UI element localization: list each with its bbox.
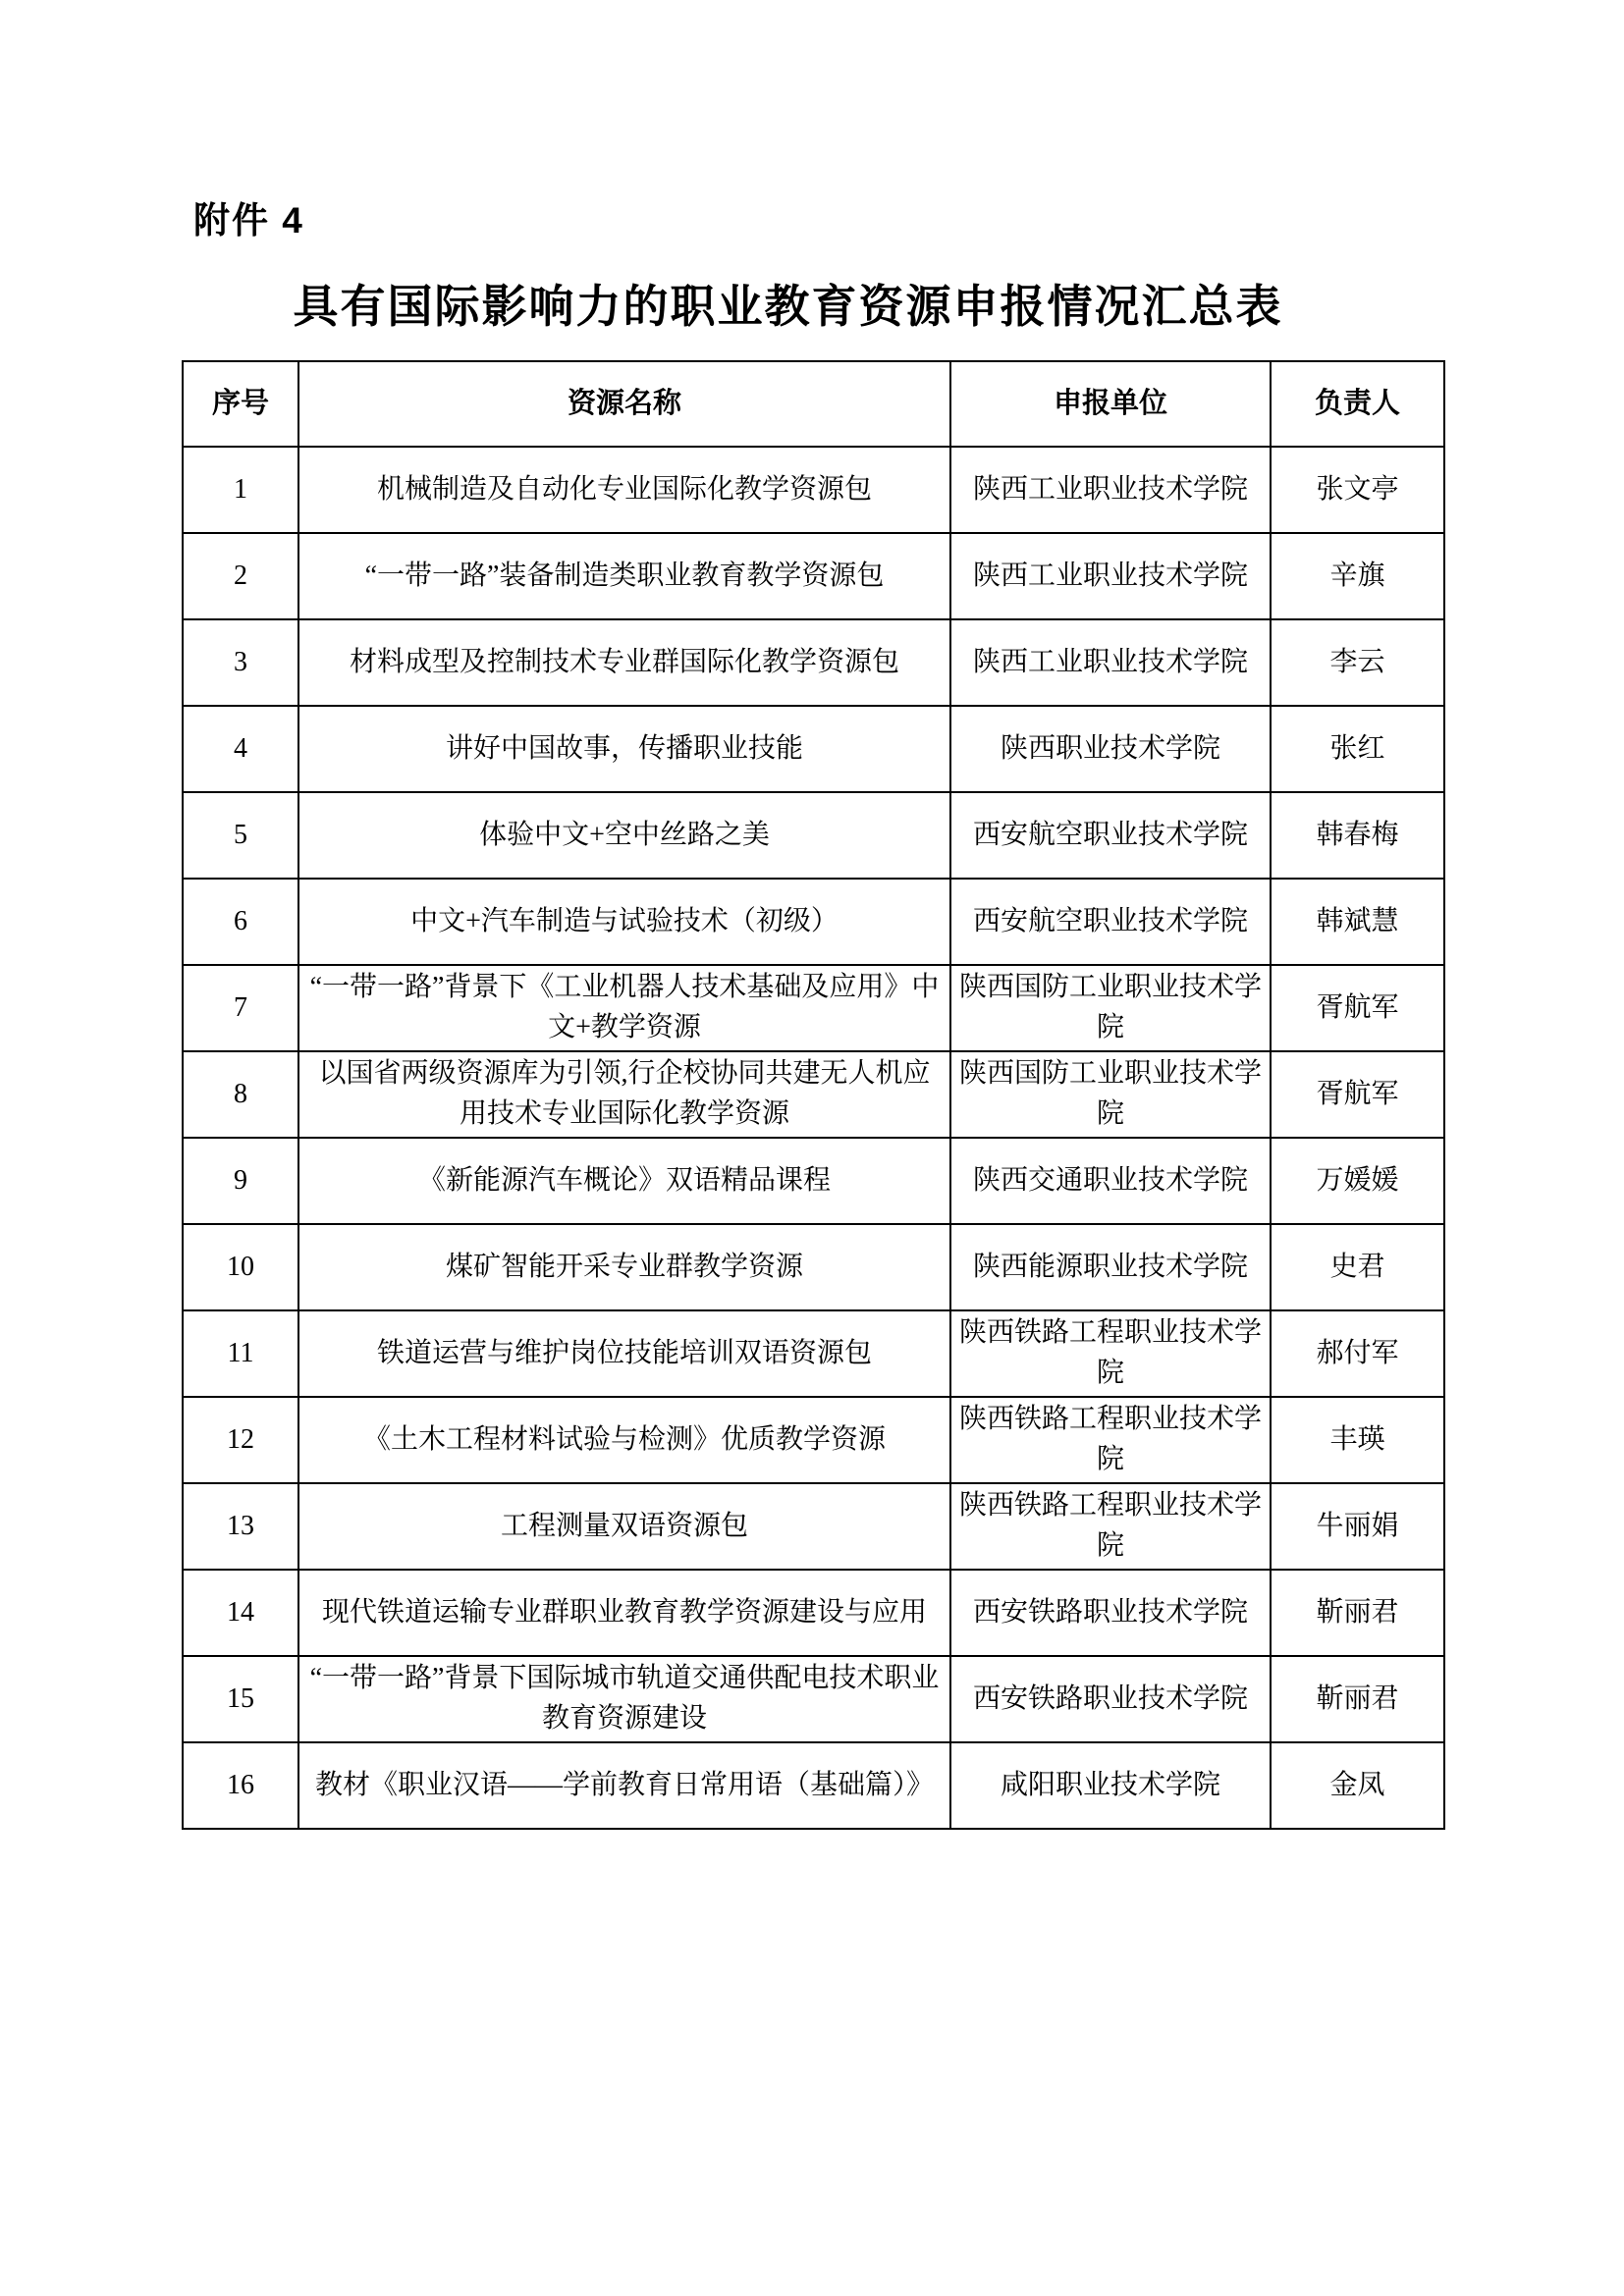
cell-no: 6 [183, 879, 298, 965]
header-no: 序号 [183, 361, 298, 447]
cell-no: 7 [183, 965, 298, 1051]
cell-person: 史君 [1271, 1224, 1444, 1310]
cell-no: 11 [183, 1310, 298, 1397]
cell-no: 3 [183, 619, 298, 706]
table-row [183, 1224, 1444, 1310]
cell-unit: 咸阳职业技术学院 [950, 1742, 1271, 1829]
header-name: 资源名称 [298, 361, 950, 447]
table-row [183, 792, 1444, 879]
cell-person: 张红 [1271, 706, 1444, 792]
table-row [183, 706, 1444, 792]
page-title: 具有国际影响力的职业教育资源申报情况汇总表 [293, 282, 1283, 332]
cell-person: 万媛媛 [1271, 1138, 1444, 1224]
cell-name: 教材《职业汉语——学前教育日常用语（基础篇）》 [298, 1742, 950, 1829]
cell-unit: 陕西铁路工程职业技术学院 [950, 1310, 1271, 1397]
cell-no: 1 [183, 447, 298, 533]
cell-name: 《土木工程材料试验与检测》优质教学资源 [298, 1397, 950, 1483]
cell-person: 金凤 [1271, 1742, 1444, 1829]
cell-unit: 西安航空职业技术学院 [950, 879, 1271, 965]
cell-unit: 陕西工业职业技术学院 [950, 619, 1271, 706]
cell-name: 体验中文+空中丝路之美 [298, 792, 950, 879]
cell-name: “一带一路”背景下国际城市轨道交通供配电技术职业教育资源建设 [298, 1656, 950, 1742]
cell-person: 韩春梅 [1271, 792, 1444, 879]
cell-no: 9 [183, 1138, 298, 1224]
cell-unit: 陕西铁路工程职业技术学院 [950, 1397, 1271, 1483]
cell-person: 胥航军 [1271, 965, 1444, 1051]
attachment-label: 附件 4 [193, 200, 304, 240]
cell-no: 4 [183, 706, 298, 792]
table-row [183, 1656, 1444, 1742]
resource-summary-table [182, 360, 1445, 1830]
table-row [183, 1570, 1444, 1656]
cell-person: 郝付军 [1271, 1310, 1444, 1397]
cell-person: 韩斌慧 [1271, 879, 1444, 965]
cell-unit: 陕西交通职业技术学院 [950, 1138, 1271, 1224]
cell-no: 15 [183, 1656, 298, 1742]
cell-no: 13 [183, 1483, 298, 1570]
cell-no: 10 [183, 1224, 298, 1310]
cell-unit: 陕西国防工业职业技术学院 [950, 1051, 1271, 1138]
table-row [183, 879, 1444, 965]
cell-unit: 陕西铁路工程职业技术学院 [950, 1483, 1271, 1570]
cell-no: 8 [183, 1051, 298, 1138]
cell-name: 讲好中国故事，传播职业技能 [298, 706, 950, 792]
table-row [183, 1138, 1444, 1224]
cell-name: 中文+汽车制造与试验技术（初级） [298, 879, 950, 965]
cell-name: 机械制造及自动化专业国际化教学资源包 [298, 447, 950, 533]
cell-unit: 西安铁路职业技术学院 [950, 1656, 1271, 1742]
cell-unit: 陕西工业职业技术学院 [950, 533, 1271, 619]
cell-person: 张文亭 [1271, 447, 1444, 533]
cell-name: 现代铁道运输专业群职业教育教学资源建设与应用 [298, 1570, 950, 1656]
table-header-row [183, 361, 1444, 447]
table-row [183, 1051, 1444, 1138]
header-person: 负责人 [1271, 361, 1444, 447]
cell-person: 辛旗 [1271, 533, 1444, 619]
cell-no: 14 [183, 1570, 298, 1656]
table-row [183, 1742, 1444, 1829]
cell-name: 材料成型及控制技术专业群国际化教学资源包 [298, 619, 950, 706]
cell-person: 丰瑛 [1271, 1397, 1444, 1483]
cell-no: 2 [183, 533, 298, 619]
cell-unit: 陕西职业技术学院 [950, 706, 1271, 792]
cell-name: 煤矿智能开采专业群教学资源 [298, 1224, 950, 1310]
table-row [183, 447, 1444, 533]
cell-person: 牛丽娟 [1271, 1483, 1444, 1570]
cell-name: 工程测量双语资源包 [298, 1483, 950, 1570]
cell-unit: 西安铁路职业技术学院 [950, 1570, 1271, 1656]
cell-name: 以国省两级资源库为引领,行企校协同共建无人机应用技术专业国际化教学资源 [298, 1051, 950, 1138]
cell-no: 12 [183, 1397, 298, 1483]
cell-person: 靳丽君 [1271, 1656, 1444, 1742]
cell-name: “一带一路”装备制造类职业教育教学资源包 [298, 533, 950, 619]
cell-name: 《新能源汽车概论》双语精品课程 [298, 1138, 950, 1224]
cell-no: 16 [183, 1742, 298, 1829]
table-row [183, 619, 1444, 706]
cell-unit: 陕西能源职业技术学院 [950, 1224, 1271, 1310]
cell-unit: 西安航空职业技术学院 [950, 792, 1271, 879]
cell-name: “一带一路”背景下《工业机器人技术基础及应用》中文+教学资源 [298, 965, 950, 1051]
cell-person: 李云 [1271, 619, 1444, 706]
cell-unit: 陕西工业职业技术学院 [950, 447, 1271, 533]
cell-unit: 陕西国防工业职业技术学院 [950, 965, 1271, 1051]
table-row [183, 533, 1444, 619]
cell-person: 胥航军 [1271, 1051, 1444, 1138]
table-row [183, 1310, 1444, 1397]
table-row [183, 1483, 1444, 1570]
table-row [183, 965, 1444, 1051]
cell-no: 5 [183, 792, 298, 879]
cell-name: 铁道运营与维护岗位技能培训双语资源包 [298, 1310, 950, 1397]
cell-person: 靳丽君 [1271, 1570, 1444, 1656]
table-row [183, 1397, 1444, 1483]
header-unit: 申报单位 [950, 361, 1271, 447]
